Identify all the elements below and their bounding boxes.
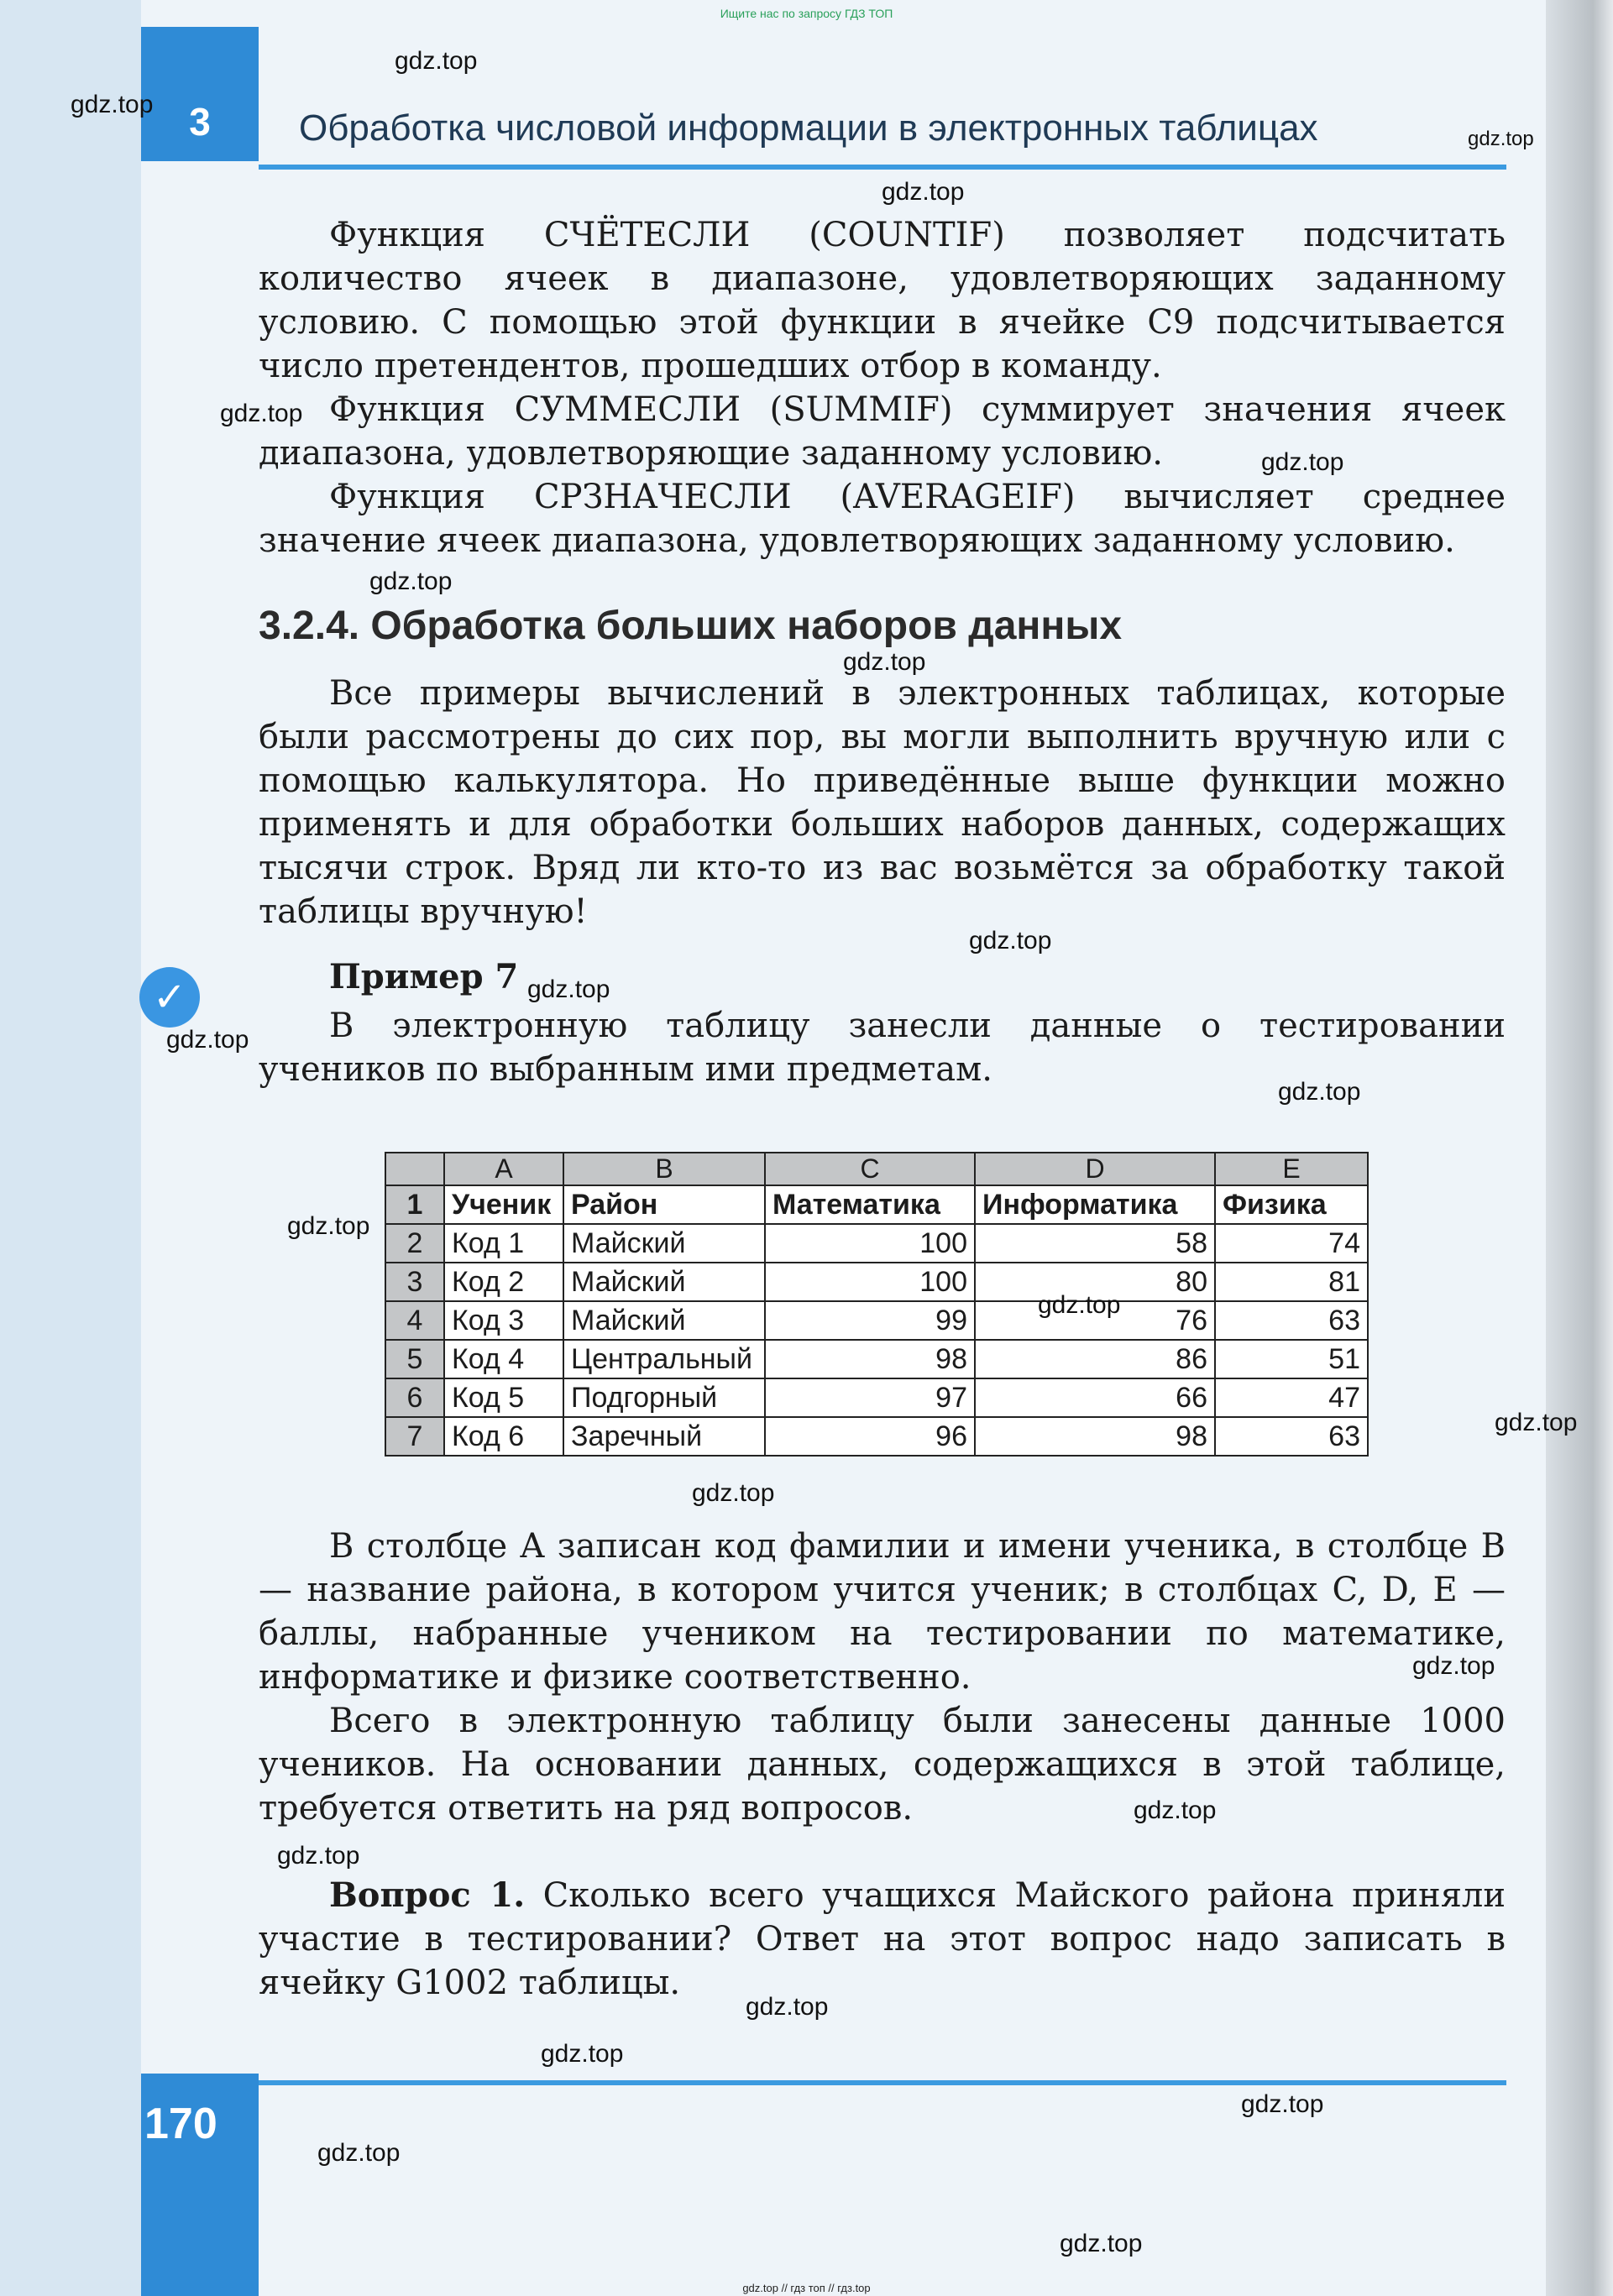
watermark: gdz.top (1495, 1409, 1578, 1436)
header-cell: Ученик (444, 1185, 563, 1224)
watermark: gdz.top (71, 91, 154, 118)
header-cell: Математика (765, 1185, 975, 1224)
watermark: gdz.top (541, 2040, 624, 2068)
checkmark-icon: ✓ (139, 967, 200, 1028)
table-row (385, 1263, 1368, 1301)
cell-physics: 63 (1215, 1417, 1368, 1456)
cell-math: 98 (765, 1340, 975, 1378)
header-cell: Информатика (975, 1185, 1215, 1224)
cell-informatics: 76 (975, 1301, 1215, 1340)
watermark: gdz.top (969, 927, 1052, 954)
paragraph-intro: Все примеры вычислений в электронных таблицах, которые были рассмотрены до сих пор, вы могли выполнить вручную или с помощью калькулятора. Но приведённые выше функции можно применять и для обработки больших наборов данных, содержащих тысячи строк. Вряд ли кто-то из вас возьмётся за обработку такой таблицы вручную! (259, 674, 1506, 931)
cell-informatics: 66 (975, 1378, 1215, 1417)
column-letter: A (444, 1153, 563, 1185)
cell-physics: 81 (1215, 1263, 1368, 1301)
watermark: gdz.top (1278, 1078, 1361, 1106)
row-number: 5 (385, 1340, 444, 1378)
watermark: gdz.top (166, 1026, 249, 1054)
question-1 (259, 1874, 1506, 2005)
watermark: gdz.top (746, 1993, 829, 2021)
watermark: gdz.top (1060, 2230, 1143, 2257)
cell-physics: 47 (1215, 1378, 1368, 1417)
cell-informatics: 98 (975, 1417, 1215, 1456)
cell-math: 96 (765, 1417, 975, 1456)
row-number: 6 (385, 1378, 444, 1417)
bottom-banner: gdz.top // гдз топ // гдз.top (742, 2282, 871, 2294)
cell-district: Заречный (563, 1417, 765, 1456)
header-cell: Физика (1215, 1185, 1368, 1224)
cell-district: Майский (563, 1263, 765, 1301)
cell-student: Код 3 (444, 1301, 563, 1340)
page-edge (1546, 0, 1613, 2296)
row-number: 3 (385, 1263, 444, 1301)
sidebar-strip (0, 0, 141, 2296)
cell-student: Код 2 (444, 1263, 563, 1301)
cell-informatics: 58 (975, 1224, 1215, 1263)
table-row (385, 1417, 1368, 1456)
table-row (385, 1378, 1368, 1417)
cell-physics: 63 (1215, 1301, 1368, 1340)
cell-physics: 51 (1215, 1340, 1368, 1378)
watermark: gdz.top (527, 975, 610, 1003)
row-number: 4 (385, 1301, 444, 1340)
paragraph-example: В электронную таблицу занесли данные о тестировании учеников по выбранным ими предметам. (259, 1007, 1506, 1089)
watermark: gdz.top (1241, 2090, 1324, 2118)
question-label: Вопрос 1. (329, 1875, 526, 1915)
question-text: Сколько всего учащихся Майского района приняли участие в тестировании? Ответ на этот вопрос надо записать в ячейку G1002 таблицы. (259, 1876, 1506, 2002)
spreadsheet-table (385, 1152, 1369, 1457)
cell-district: Майский (563, 1301, 765, 1340)
watermark: gdz.top (1038, 1291, 1121, 1319)
column-letters-row (385, 1153, 1368, 1185)
header-cell: Район (563, 1185, 765, 1224)
cell-student: Код 1 (444, 1224, 563, 1263)
top-banner: Ищите нас по запросу ГДЗ ТОП (720, 7, 893, 20)
cell-physics: 74 (1215, 1224, 1368, 1263)
page-number: 170 (144, 2100, 217, 2148)
example-title: Пример 7 (329, 957, 519, 996)
watermark: gdz.top (1261, 448, 1344, 476)
watermark: gdz.top (692, 1479, 775, 1507)
cell-math: 100 (765, 1263, 975, 1301)
watermark: gdz.top (369, 567, 453, 595)
cell-student: Код 6 (444, 1417, 563, 1456)
cell-student: Код 4 (444, 1340, 563, 1378)
functions-text (259, 213, 1506, 562)
column-letter: B (563, 1153, 765, 1185)
cell-informatics: 86 (975, 1340, 1215, 1378)
paragraph-summif: Функция СУММЕСЛИ (SUMMIF) суммирует значения ячеек диапазона, удовлетворяющие заданному условию. (259, 390, 1506, 473)
row-number: 7 (385, 1417, 444, 1456)
watermark: gdz.top (317, 2139, 401, 2167)
column-letter: C (765, 1153, 975, 1185)
paragraph-countif: Функция СЧЁТЕСЛИ (COUNTIF) позволяет подсчитать количество ячеек в диапазоне, удовлетворяющих заданному условию. С помощью этой функции в ячейке C9 подсчитывается число претендентов, прошедших отбор в команду. (259, 216, 1506, 385)
column-letter: D (975, 1153, 1215, 1185)
watermark: gdz.top (1468, 128, 1534, 150)
cell-informatics: 80 (975, 1263, 1215, 1301)
cell-district: Подгорный (563, 1378, 765, 1417)
cell-district: Майский (563, 1224, 765, 1263)
watermark: gdz.top (882, 178, 965, 206)
paragraph-averageif: Функция СРЗНАЧЕСЛИ (AVERAGEIF) вычисляет среднее значение ячеек диапазона, удовлетворяющих заданному условию. (259, 478, 1506, 560)
table-row (385, 1340, 1368, 1378)
cell-math: 97 (765, 1378, 975, 1417)
footer-rule (259, 2080, 1506, 2085)
cell-math: 100 (765, 1224, 975, 1263)
row-number: 1 (385, 1185, 444, 1224)
chapter-tab (141, 27, 259, 161)
column-letter: E (1215, 1153, 1368, 1185)
intro-text (259, 672, 1506, 934)
header-row (385, 1185, 1368, 1224)
table-row (385, 1301, 1368, 1340)
question-block (259, 1874, 1506, 2005)
row-number: 2 (385, 1224, 444, 1263)
chapter-title: Обработка числовой информации в электронных таблицах (299, 107, 1318, 149)
header-rule (259, 165, 1506, 170)
chapter-number: 3 (189, 100, 211, 144)
table-explanation (259, 1525, 1506, 1830)
watermark: gdz.top (395, 47, 478, 75)
paragraph-total: Всего в электронную таблицу были занесены данные 1000 учеников. На основании данных, содержащихся в этой таблице, требуется ответить на ряд вопросов. (259, 1702, 1506, 1828)
corner-cell (385, 1153, 444, 1185)
cell-student: Код 5 (444, 1378, 563, 1417)
watermark: gdz.top (843, 648, 926, 676)
watermark: gdz.top (1134, 1797, 1217, 1824)
watermark: gdz.top (287, 1212, 370, 1240)
subsection-title: 3.2.4. Обработка больших наборов данных (259, 604, 1123, 648)
table-row (385, 1224, 1368, 1263)
watermark: gdz.top (1412, 1652, 1495, 1680)
cell-district: Центральный (563, 1340, 765, 1378)
watermark: gdz.top (277, 1842, 360, 1870)
cell-math: 99 (765, 1301, 975, 1340)
paragraph-columns: В столбце A записан код фамилии и имени ученика, в столбце B — название района, в котором учится ученик; в столбцах C, D, E — баллы, набранные учеником на тестировании по математике, информатике и физике соответственно. (259, 1527, 1506, 1697)
watermark: gdz.top (220, 400, 303, 427)
